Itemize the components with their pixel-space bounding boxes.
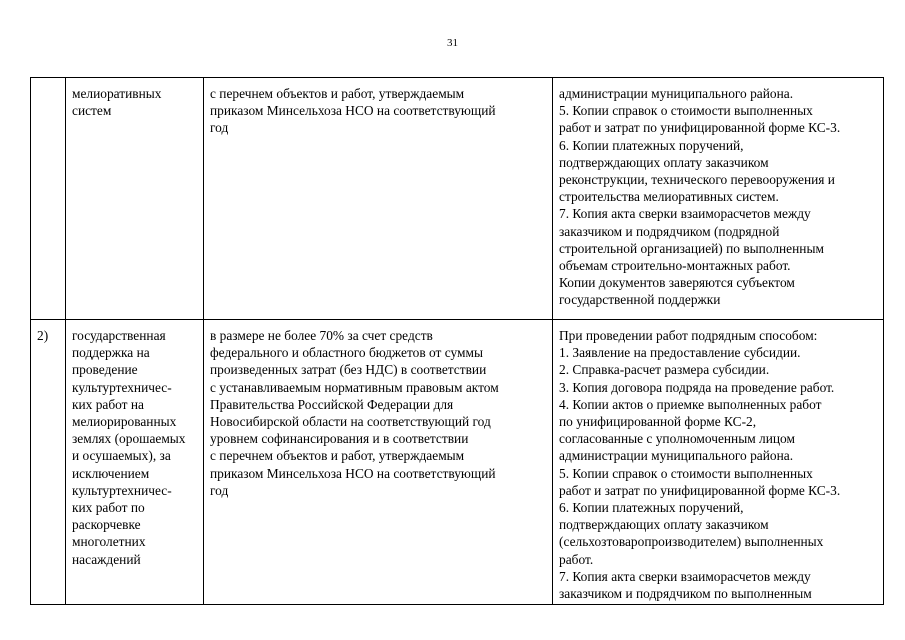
text-line: Правительства Российской Федерации для [210,396,454,412]
text-line: 3. Копия договора подряда на проведение работ. [559,379,835,395]
text-line: год [210,120,229,136]
text-line: 7. Копия акта сверки взаиморасчетов между [559,206,811,222]
text-line: заказчиком и подрядчиком по выполненным [559,586,812,602]
row-number: 2) [37,328,49,343]
table-row [31,320,884,605]
page-number: 31 [447,37,458,49]
text-line: подтверждающих оплату заказчиком [559,154,769,170]
text-line: федерального и областного бюджетов от суммы [210,345,483,361]
text-line: с перечнем объектов и работ, утверждаемым [210,448,465,464]
text-line: 7. Копия акта сверки взаиморасчетов между [559,568,811,584]
subsidy-size-cell [204,78,553,320]
text-line: приказом Минсельхоза НСО на соответствующий [210,103,496,119]
text-line: землях (орошаемых [72,431,186,447]
documents-cell [553,78,884,320]
text-line: 1. Заявление на предоставление субсидии. [559,345,801,361]
text-line: приказом Минсельхоза НСО на соответствующий [210,465,496,481]
text-line: 6. Копии платежных поручений, [559,137,744,153]
support-type-cell [66,78,204,320]
text-line: подтверждающих оплату заказчиком [559,517,769,533]
text-line: с перечнем объектов и работ, утверждаемым [210,86,465,101]
text-line: 4. Копии актов о приемке выполненных работ [559,396,822,412]
text-line: год [210,482,229,498]
text-line: 2. Справка-расчет размера субсидии. [559,362,770,378]
text-line: строительства мелиоративных систем. [559,189,779,205]
text-line: в размере не более 70% за счет средств [210,328,433,343]
table-row [31,78,884,320]
text-line: 6. Копии платежных поручений, [559,500,744,516]
text-line: произведенных затрат (без НДС) в соответствии [210,362,487,378]
text-line: работ и затрат по унифицированной форме КС-3. [559,120,841,136]
text-line: объемам строительно-монтажных работ. [559,258,791,274]
text-line: государственной поддержки [559,292,721,308]
text-line: 5. Копии справок о стоимости выполненных [559,103,813,119]
text-line: 5. Копии справок о стоимости выполненных [559,465,813,481]
text-line: работ. [559,551,594,567]
documents-cell [553,320,884,605]
subsidy-size-cell [204,320,553,605]
text-line: мелиоративных [72,86,162,101]
text-line: поддержка на [72,345,150,361]
text-line: и осушаемых), за [72,448,171,464]
text-line: культуртехничес- [72,482,172,498]
text-line: мелиорированных [72,414,177,430]
text-line: культуртехничес- [72,379,172,395]
text-line: строительной организацией) по выполненным [559,240,824,256]
text-line: Копии документов заверяются субъектом [559,275,795,291]
text-line: многолетних [72,534,146,550]
text-line: систем [72,103,112,119]
text-line: исключением [72,465,150,481]
text-line: проведение [72,362,138,378]
text-line: ких работ по [72,500,145,516]
subsidy-table [30,77,884,605]
text-line: с устанавливаемым нормативным правовым актом [210,379,499,395]
row-number-cell [31,320,66,605]
text-line: заказчиком и подрядчиком (подрядной [559,223,780,239]
text-line: работ и затрат по унифицированной форме КС-3. [559,482,841,498]
text-line: Новосибирской области на соответствующий год [210,414,491,430]
text-line: раскорчевке [72,517,141,533]
text-line: ких работ на [72,396,144,412]
support-type-cell [66,320,204,605]
text-line: согласованные с уполномоченным лицом [559,431,795,447]
text-line: (сельхозтоваропроизводителем) выполненных [559,534,824,550]
text-line: уровнем софинансирования и в соответствии [210,431,469,447]
text-line: администрации муниципального района. [559,86,794,101]
text-line: по унифицированной форме КС-2, [559,414,757,430]
text-line: При проведении работ подрядным способом: [559,328,818,343]
text-line: государственная [72,328,166,343]
text-line: администрации муниципального района. [559,448,794,464]
text-line: насаждений [72,551,141,567]
text-line: реконструкции, технического перевооружения и [559,172,835,188]
row-number-cell [31,78,66,320]
